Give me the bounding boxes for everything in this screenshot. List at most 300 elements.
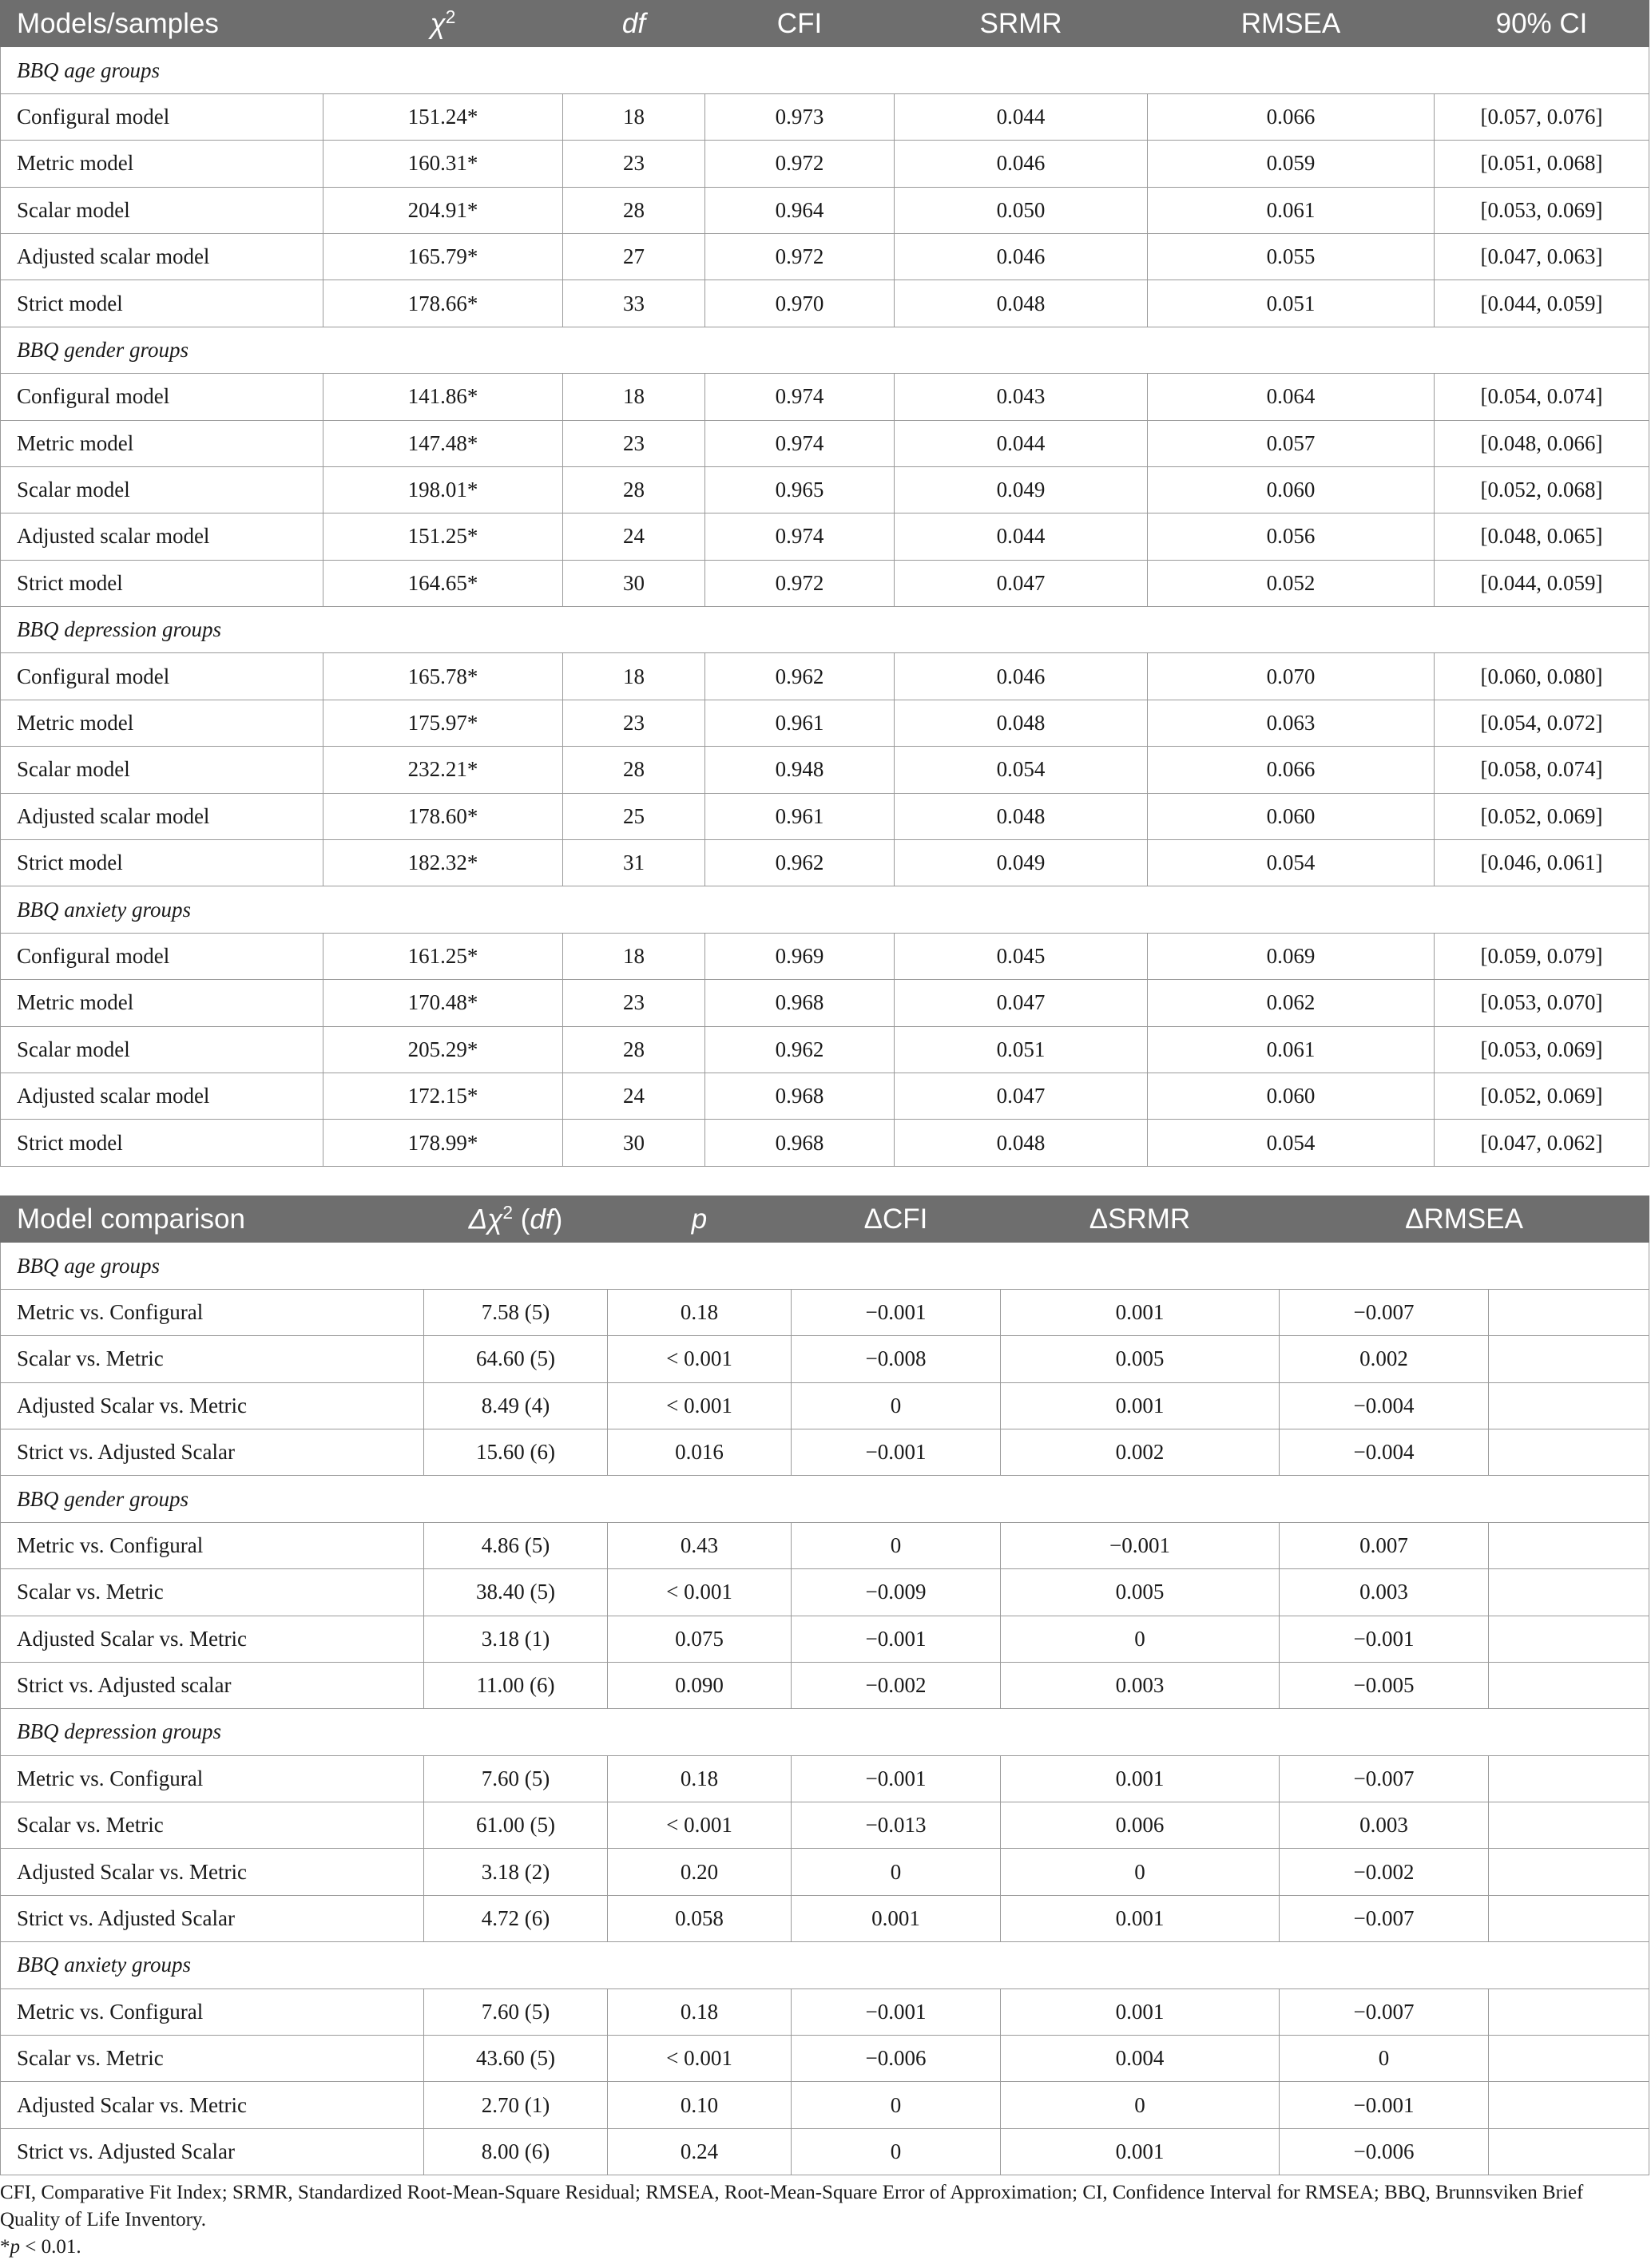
table-cell: 0 <box>792 2082 1001 2128</box>
table-cell: [0.052, 0.068] <box>1435 466 1649 513</box>
table-cell: 0.064 <box>1148 374 1435 420</box>
table-cell: 0.007 <box>1280 1522 1489 1568</box>
table-cell: 0.004 <box>1001 2036 1280 2082</box>
table-cell: [0.053, 0.069] <box>1435 1026 1649 1073</box>
table-cell: 0.968 <box>705 1073 895 1119</box>
significance-note: *p < 0.01. <box>0 2236 81 2258</box>
table-cell: 0.048 <box>895 793 1148 839</box>
table-row <box>1 2036 1649 2082</box>
table-row <box>1 513 1649 560</box>
table-cell: 0.061 <box>1148 187 1435 233</box>
table-cell: 0.057 <box>1148 420 1435 466</box>
row-label: Metric model <box>1 420 323 466</box>
col-header-ci: 90% CI <box>1435 1 1649 47</box>
table-cell: 0.090 <box>608 1662 792 1708</box>
table-cell: 0.18 <box>608 1289 792 1335</box>
table-cell: 0.005 <box>1001 1569 1280 1616</box>
table-row <box>1 793 1649 839</box>
group-header-row <box>1 327 1649 373</box>
row-label: Scalar vs. Metric <box>1 2036 424 2082</box>
table-cell: 0 <box>792 1522 1001 1568</box>
group-label: BBQ anxiety groups <box>1 1942 1649 1988</box>
table-cell: 0.051 <box>895 1026 1148 1073</box>
table-row <box>1 93 1649 140</box>
table-cell: 0.961 <box>705 700 895 746</box>
table-cell: 0.18 <box>608 1755 792 1802</box>
table-cell: 0.044 <box>895 420 1148 466</box>
table-row <box>1 1895 1649 1941</box>
table-cell: 175.97* <box>323 700 563 746</box>
empty-cell <box>1489 1522 1649 1568</box>
table-cell: [0.044, 0.059] <box>1435 560 1649 606</box>
table-cell: −0.001 <box>792 1289 1001 1335</box>
group-header-row <box>1 1942 1649 1988</box>
row-label: Scalar vs. Metric <box>1 1336 424 1382</box>
row-label: Configural model <box>1 93 323 140</box>
table-cell: 0.18 <box>608 1988 792 2035</box>
table-notes <box>0 2179 1637 2261</box>
empty-cell <box>1489 1755 1649 1802</box>
col-header-p: p <box>608 1196 792 1243</box>
table-cell: −0.004 <box>1280 1382 1489 1429</box>
table-cell: 0.972 <box>705 560 895 606</box>
row-label: Strict vs. Adjusted Scalar <box>1 2128 424 2175</box>
table-cell: 0.049 <box>895 466 1148 513</box>
table-cell: 38.40 (5) <box>424 1569 608 1616</box>
table-row <box>1 233 1649 280</box>
group-header-row <box>1 607 1649 653</box>
row-label: Adjusted scalar model <box>1 793 323 839</box>
group-header-row <box>1 47 1649 93</box>
table-cell: 178.99* <box>323 1120 563 1166</box>
table-cell: −0.001 <box>792 1616 1001 1662</box>
col-header-cfi: CFI <box>705 1 895 47</box>
table-cell: [0.052, 0.069] <box>1435 1073 1649 1119</box>
table-cell: 33 <box>563 280 705 327</box>
table-cell: −0.001 <box>792 1988 1001 2035</box>
table-cell: 0.002 <box>1001 1429 1280 1475</box>
table-cell: 0.060 <box>1148 1073 1435 1119</box>
table-header-row <box>1 1196 1649 1243</box>
table-cell: 0.066 <box>1148 747 1435 793</box>
row-label: Metric model <box>1 141 323 187</box>
table-cell: 4.72 (6) <box>424 1895 608 1941</box>
table-cell: 27 <box>563 233 705 280</box>
table-cell: 0.972 <box>705 233 895 280</box>
group-header-row <box>1 1476 1649 1522</box>
table-row <box>1 1026 1649 1073</box>
empty-cell <box>1489 1849 1649 1895</box>
empty-cell <box>1489 2036 1649 2082</box>
table-cell: 0.016 <box>608 1429 792 1475</box>
table-cell: 182.32* <box>323 840 563 886</box>
row-label: Metric vs. Configural <box>1 1755 424 1802</box>
table-cell: −0.004 <box>1280 1429 1489 1475</box>
table-row <box>1 187 1649 233</box>
row-label: Strict vs. Adjusted Scalar <box>1 1895 424 1941</box>
table-cell: 7.58 (5) <box>424 1289 608 1335</box>
table-cell: 160.31* <box>323 141 563 187</box>
table-cell: 204.91* <box>323 187 563 233</box>
table-cell: 0.047 <box>895 980 1148 1026</box>
table-cell: 0.003 <box>1280 1802 1489 1849</box>
row-label: Scalar model <box>1 747 323 793</box>
table-cell: 0 <box>792 2128 1001 2175</box>
model-comparison-table <box>0 1195 1649 2175</box>
empty-cell <box>1489 1382 1649 1429</box>
row-label: Strict model <box>1 1120 323 1166</box>
table-row <box>1 653 1649 700</box>
table-row <box>1 280 1649 327</box>
col-header-delta-chi-square: $\Delta\chi^2$ (df) <box>424 1196 608 1243</box>
table-cell: −0.001 <box>792 1429 1001 1475</box>
table-cell: 0.047 <box>895 1073 1148 1119</box>
row-label: Metric vs. Configural <box>1 1522 424 1568</box>
table-cell: 0.056 <box>1148 513 1435 560</box>
table-cell: 0.051 <box>1148 280 1435 327</box>
table-row <box>1 141 1649 187</box>
col-header-model-comparison: Model comparison <box>1 1196 424 1243</box>
table-row <box>1 1073 1649 1119</box>
empty-cell <box>1489 1802 1649 1849</box>
table-cell: 0.962 <box>705 1026 895 1073</box>
empty-cell <box>1489 1616 1649 1662</box>
table-cell: −0.001 <box>1280 2082 1489 2128</box>
table-cell: 7.60 (5) <box>424 1988 608 2035</box>
table-cell: 0.061 <box>1148 1026 1435 1073</box>
table-cell: 161.25* <box>323 933 563 979</box>
row-label: Adjusted scalar model <box>1 513 323 560</box>
table-row <box>1 1429 1649 1475</box>
table-cell: −0.007 <box>1280 1755 1489 1802</box>
table-cell: −0.005 <box>1280 1662 1489 1708</box>
row-label: Scalar model <box>1 1026 323 1073</box>
table-cell: 30 <box>563 1120 705 1166</box>
table-cell: 0.062 <box>1148 980 1435 1026</box>
group-header-row <box>1 1709 1649 1755</box>
empty-cell <box>1489 1336 1649 1382</box>
row-label: Configural model <box>1 933 323 979</box>
table-cell: 0.069 <box>1148 933 1435 979</box>
row-label: Configural model <box>1 653 323 700</box>
row-label: Metric vs. Configural <box>1 1988 424 2035</box>
table-cell: < 0.001 <box>608 2036 792 2082</box>
model-fit-table-body <box>1 47 1649 1166</box>
table-cell: < 0.001 <box>608 1336 792 1382</box>
table-cell: 164.65* <box>323 560 563 606</box>
table-cell: 64.60 (5) <box>424 1336 608 1382</box>
table-cell: 0.972 <box>705 141 895 187</box>
table-cell: 0.24 <box>608 2128 792 2175</box>
table-cell: 0.961 <box>705 793 895 839</box>
table-cell: 0.005 <box>1001 1336 1280 1382</box>
empty-cell <box>1489 1289 1649 1335</box>
table-cell: 141.86* <box>323 374 563 420</box>
table-cell: 15.60 (6) <box>424 1429 608 1475</box>
group-header-row <box>1 886 1649 933</box>
table-cell: 0.43 <box>608 1522 792 1568</box>
table-cell: −0.002 <box>792 1662 1001 1708</box>
group-label: BBQ age groups <box>1 1243 1649 1289</box>
row-label: Adjusted Scalar vs. Metric <box>1 1616 424 1662</box>
row-label: Strict vs. Adjusted Scalar <box>1 1429 424 1475</box>
table-cell: 0.066 <box>1148 93 1435 140</box>
abbreviations-note: CFI, Comparative Fit Index; SRMR, Standardized Root-Mean-Square Residual; RMSEA, Root-Mean-Square Error of Approximation; CI, Confidence Interval for RMSEA; BBQ, Brunnsviken Brief Quality of Life Inventory. <box>0 2182 1584 2230</box>
row-label: Metric vs. Configural <box>1 1289 424 1335</box>
table-cell: −0.001 <box>1280 1616 1489 1662</box>
table-cell: [0.059, 0.079] <box>1435 933 1649 979</box>
table-row <box>1 1382 1649 1429</box>
table-cell: −0.006 <box>1280 2128 1489 2175</box>
table-cell: 165.79* <box>323 233 563 280</box>
table-cell: −0.013 <box>792 1802 1001 1849</box>
table-cell: 0.048 <box>895 700 1148 746</box>
table-cell: [0.060, 0.080] <box>1435 653 1649 700</box>
table-cell: 2.70 (1) <box>424 2082 608 2128</box>
table-cell: 28 <box>563 747 705 793</box>
table-cell: 3.18 (2) <box>424 1849 608 1895</box>
table-cell: 0.001 <box>1001 1289 1280 1335</box>
table-cell: 11.00 (6) <box>424 1662 608 1708</box>
table-header-row <box>1 1 1649 47</box>
row-label: Strict vs. Adjusted scalar <box>1 1662 424 1708</box>
row-label: Adjusted scalar model <box>1 233 323 280</box>
table-row <box>1 700 1649 746</box>
table-cell: [0.053, 0.069] <box>1435 187 1649 233</box>
table-cell: 0.974 <box>705 374 895 420</box>
table-cell: 0.054 <box>895 747 1148 793</box>
table-cell: [0.048, 0.066] <box>1435 420 1649 466</box>
table-cell: 0.046 <box>895 233 1148 280</box>
table-cell: [0.054, 0.074] <box>1435 374 1649 420</box>
table-cell: 0.047 <box>895 560 1148 606</box>
table-cell: [0.046, 0.061] <box>1435 840 1649 886</box>
table-cell: 151.25* <box>323 513 563 560</box>
col-header-delta-srmr: ΔSRMR <box>1001 1196 1280 1243</box>
table-cell: [0.048, 0.065] <box>1435 513 1649 560</box>
row-label: Scalar model <box>1 187 323 233</box>
table-cell: 61.00 (5) <box>424 1802 608 1849</box>
table-cell: 0.070 <box>1148 653 1435 700</box>
table-cell: 0 <box>1001 2082 1280 2128</box>
table-row <box>1 1616 1649 1662</box>
table-cell: −0.007 <box>1280 1895 1489 1941</box>
row-label: Configural model <box>1 374 323 420</box>
table-cell: [0.053, 0.070] <box>1435 980 1649 1026</box>
table-cell: 0.10 <box>608 2082 792 2128</box>
table-cell: 8.00 (6) <box>424 2128 608 2175</box>
row-label: Adjusted scalar model <box>1 1073 323 1119</box>
row-label: Scalar model <box>1 466 323 513</box>
table-cell: 0.962 <box>705 653 895 700</box>
table-cell: 0.962 <box>705 840 895 886</box>
empty-cell <box>1489 1988 1649 2035</box>
table-cell: 18 <box>563 933 705 979</box>
table-cell: [0.052, 0.069] <box>1435 793 1649 839</box>
table-row <box>1 1802 1649 1849</box>
col-header-chi-square: $\chi^2$ <box>323 1 563 47</box>
group-label: BBQ anxiety groups <box>1 886 1649 933</box>
table-cell: < 0.001 <box>608 1802 792 1849</box>
row-label: Adjusted Scalar vs. Metric <box>1 1382 424 1429</box>
table-cell: 0.003 <box>1001 1662 1280 1708</box>
group-label: BBQ age groups <box>1 47 1649 93</box>
table-cell: [0.047, 0.063] <box>1435 233 1649 280</box>
table-row <box>1 1988 1649 2035</box>
table-cell: −0.007 <box>1280 1289 1489 1335</box>
empty-cell <box>1489 2128 1649 2175</box>
table-cell: 0.002 <box>1280 1336 1489 1382</box>
table-cell: 232.21* <box>323 747 563 793</box>
col-header-rmsea: RMSEA <box>1148 1 1435 47</box>
row-label: Strict model <box>1 560 323 606</box>
table-cell: 165.78* <box>323 653 563 700</box>
group-label: BBQ gender groups <box>1 1476 1649 1522</box>
table-cell: 28 <box>563 466 705 513</box>
table-cell: 0 <box>1280 2036 1489 2082</box>
table-cell: [0.057, 0.076] <box>1435 93 1649 140</box>
table-cell: 172.15* <box>323 1073 563 1119</box>
col-header-models: Models/samples <box>1 1 323 47</box>
table-cell: 31 <box>563 840 705 886</box>
col-header-srmr: SRMR <box>895 1 1148 47</box>
table-cell: 147.48* <box>323 420 563 466</box>
table-row <box>1 560 1649 606</box>
col-header-df: df <box>563 1 705 47</box>
table-cell: [0.047, 0.062] <box>1435 1120 1649 1166</box>
table-cell: [0.054, 0.072] <box>1435 700 1649 746</box>
table-cell: 0.974 <box>705 513 895 560</box>
row-label: Strict model <box>1 840 323 886</box>
table-cell: 0.049 <box>895 840 1148 886</box>
table-cell: 0.048 <box>895 280 1148 327</box>
table-cell: 4.86 (5) <box>424 1522 608 1568</box>
row-label: Metric model <box>1 700 323 746</box>
col-header-delta-rmsea: ΔRMSEA <box>1280 1196 1649 1243</box>
table-cell: −0.001 <box>792 1755 1001 1802</box>
table-row <box>1 1755 1649 1802</box>
table-cell: 0.046 <box>895 141 1148 187</box>
table-cell: 18 <box>563 374 705 420</box>
col-header-delta-cfi: ΔCFI <box>792 1196 1001 1243</box>
table-cell: 205.29* <box>323 1026 563 1073</box>
table-cell: 30 <box>563 560 705 606</box>
table-cell: < 0.001 <box>608 1382 792 1429</box>
table-row <box>1 1662 1649 1708</box>
table-row <box>1 1569 1649 1616</box>
empty-cell <box>1489 2082 1649 2128</box>
row-label: Strict model <box>1 280 323 327</box>
table-row <box>1 374 1649 420</box>
table-row <box>1 1289 1649 1335</box>
table-cell: [0.058, 0.074] <box>1435 747 1649 793</box>
row-label: Adjusted Scalar vs. Metric <box>1 2082 424 2128</box>
table-cell: 0.060 <box>1148 466 1435 513</box>
table-cell: 0.060 <box>1148 793 1435 839</box>
table-cell: 0.969 <box>705 933 895 979</box>
table-cell: 0.044 <box>895 513 1148 560</box>
table-cell: 24 <box>563 1073 705 1119</box>
table-cell: −0.008 <box>792 1336 1001 1382</box>
empty-cell <box>1489 1569 1649 1616</box>
model-comparison-table-body <box>1 1243 1649 2175</box>
table-cell: 0.044 <box>895 93 1148 140</box>
table-row <box>1 1849 1649 1895</box>
table-cell: 18 <box>563 93 705 140</box>
table-cell: 0 <box>792 1849 1001 1895</box>
table-cell: 0.054 <box>1148 840 1435 886</box>
table-cell: 0.043 <box>895 374 1148 420</box>
row-label: Scalar vs. Metric <box>1 1802 424 1849</box>
table-row <box>1 2128 1649 2175</box>
table-row <box>1 747 1649 793</box>
row-label: Metric model <box>1 980 323 1026</box>
empty-cell <box>1489 1429 1649 1475</box>
table-cell: 7.60 (5) <box>424 1755 608 1802</box>
table-cell: 24 <box>563 513 705 560</box>
table-cell: 0.001 <box>1001 2128 1280 2175</box>
table-cell: 0.058 <box>608 1895 792 1941</box>
table-cell: 0 <box>1001 1849 1280 1895</box>
table-cell: 43.60 (5) <box>424 2036 608 2082</box>
table-cell: [0.051, 0.068] <box>1435 141 1649 187</box>
table-cell: −0.002 <box>1280 1849 1489 1895</box>
table-cell: 178.66* <box>323 280 563 327</box>
table-cell: −0.009 <box>792 1569 1001 1616</box>
table-row <box>1 1120 1649 1166</box>
table-cell: 0.045 <box>895 933 1148 979</box>
table-cell: 178.60* <box>323 793 563 839</box>
table-cell: 28 <box>563 187 705 233</box>
table-cell: 0.973 <box>705 93 895 140</box>
table-cell: 0 <box>1001 1616 1280 1662</box>
table-cell: 18 <box>563 653 705 700</box>
row-label: Adjusted Scalar vs. Metric <box>1 1849 424 1895</box>
table-cell: 0.046 <box>895 653 1148 700</box>
table-row <box>1 980 1649 1026</box>
table-cell: 23 <box>563 420 705 466</box>
table-row <box>1 2082 1649 2128</box>
table-cell: 0 <box>792 1382 1001 1429</box>
table-cell: < 0.001 <box>608 1569 792 1616</box>
table-cell: [0.044, 0.059] <box>1435 280 1649 327</box>
table-cell: 0.974 <box>705 420 895 466</box>
table-row <box>1 1336 1649 1382</box>
table-cell: 0.20 <box>608 1849 792 1895</box>
table-cell: 0.054 <box>1148 1120 1435 1166</box>
table-cell: 0.059 <box>1148 141 1435 187</box>
table-cell: 0.001 <box>792 1895 1001 1941</box>
table-cell: 0.001 <box>1001 1755 1280 1802</box>
table-cell: 0.968 <box>705 980 895 1026</box>
table-cell: 0.948 <box>705 747 895 793</box>
table-cell: 0.968 <box>705 1120 895 1166</box>
table-cell: 0.052 <box>1148 560 1435 606</box>
table-cell: 0.003 <box>1280 1569 1489 1616</box>
group-label: BBQ gender groups <box>1 327 1649 373</box>
table-cell: 198.01* <box>323 466 563 513</box>
table-cell: 151.24* <box>323 93 563 140</box>
table-cell: −0.006 <box>792 2036 1001 2082</box>
table-cell: 28 <box>563 1026 705 1073</box>
table-cell: 0.006 <box>1001 1802 1280 1849</box>
table-cell: 0.001 <box>1001 1382 1280 1429</box>
group-label: BBQ depression groups <box>1 607 1649 653</box>
table-cell: 23 <box>563 700 705 746</box>
table-cell: −0.007 <box>1280 1988 1489 2035</box>
empty-cell <box>1489 1662 1649 1708</box>
table-row <box>1 466 1649 513</box>
